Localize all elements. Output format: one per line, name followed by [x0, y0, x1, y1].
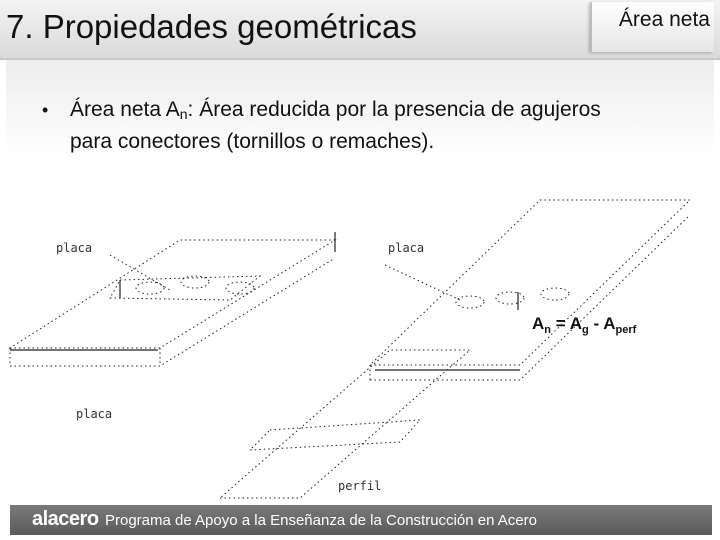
formula-sub-g: g — [582, 324, 589, 336]
formula-sub-perf: perf — [615, 324, 637, 336]
figure-label-bottom: perfil — [338, 479, 382, 493]
figure-label-left: placa — [56, 241, 93, 255]
net-area-figure — [0, 180, 720, 505]
slide-header — [0, 0, 720, 60]
bullet-line-2: para conectores (tornillos o remaches). — [70, 130, 435, 153]
figure-label-right: placa — [388, 241, 425, 255]
figure-label-middle: placa — [76, 407, 113, 421]
bullet-text — [70, 96, 710, 156]
formula-sub-n: n — [544, 324, 552, 336]
net-area-formula — [532, 314, 636, 336]
bullet-rest: : Área reducida por la presencia de agujeros — [187, 98, 601, 121]
slide-title: 7. Propiedades geométricas — [6, 8, 417, 45]
bottom-bar-outline — [220, 350, 470, 498]
footer-text: Programa de Apoyo a la Enseñanza de la Construcción en Acero — [105, 512, 537, 529]
topic-tab — [591, 2, 714, 52]
bullet-lead-sub: n — [179, 106, 188, 122]
alacero-logo: alacero — [32, 508, 99, 530]
left-plate-outline — [10, 240, 335, 348]
bullet-line-1 — [70, 96, 710, 128]
formula-eq: = A — [551, 314, 583, 333]
right-plate-outline — [370, 200, 690, 365]
footer-bar — [10, 505, 712, 535]
topic-label: Área neta — [618, 8, 710, 31]
bullet-lead: Área neta A — [70, 98, 180, 121]
right-plate-edge — [370, 215, 690, 380]
bullet-dot-icon: • — [42, 100, 49, 120]
formula-minus: - A — [588, 314, 616, 333]
formula-a1: A — [532, 314, 545, 333]
